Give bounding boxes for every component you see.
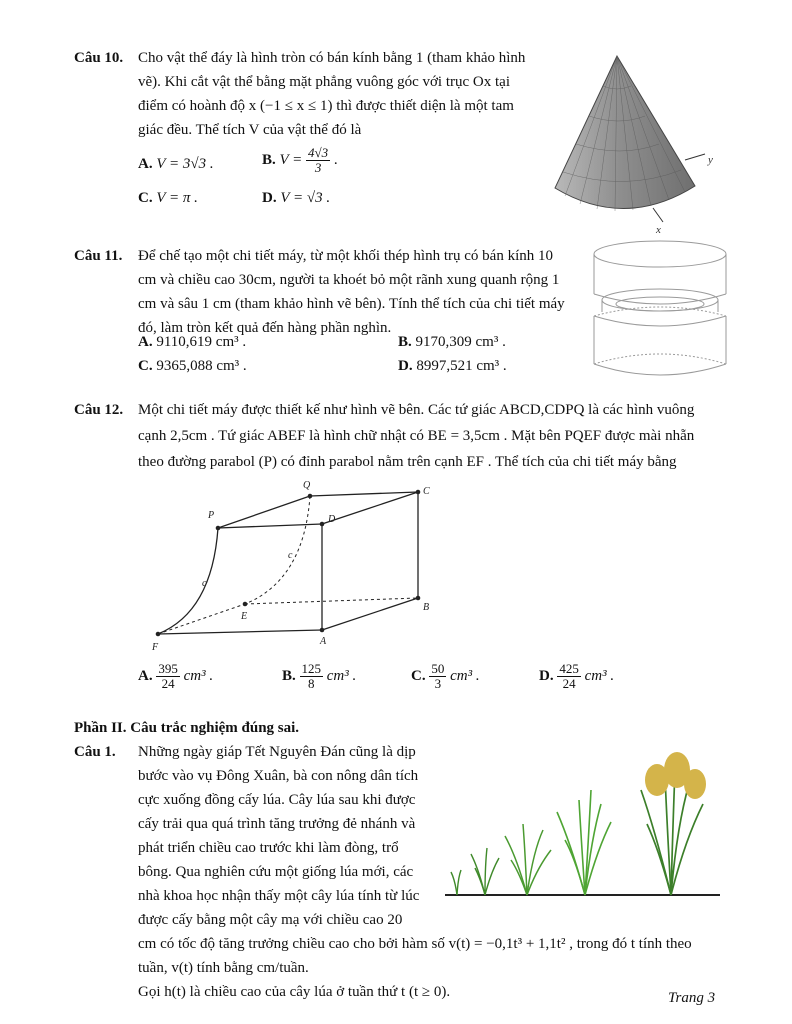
- x-axis-line: [653, 208, 663, 222]
- q12-answer-c[interactable]: [411, 662, 480, 691]
- part2-line-3: cực xuống đồng cấy lúa. Cây lúa sau khi được: [138, 792, 416, 808]
- label-parabola-back: c: [288, 550, 293, 561]
- label-C: C: [423, 486, 430, 497]
- q12-answer-b[interactable]: [282, 662, 356, 691]
- answer-text: 9110,619 cm³ .: [156, 334, 247, 350]
- answer-key: D.: [398, 358, 413, 374]
- point-D: [320, 522, 325, 527]
- q11-line-3: cm và sâu 1 cm (tham khảo hình vẽ bên). Tính thể tích của chi tiết máy: [138, 296, 565, 312]
- answer-key: B.: [398, 334, 412, 350]
- part2-line-1: Những ngày giáp Tết Nguyên Đán cũng là dịp: [138, 744, 416, 760]
- fraction-numerator: 50: [431, 661, 445, 676]
- answer-key: A.: [138, 667, 153, 684]
- point-A: [320, 628, 325, 633]
- answer-unit: cm³ .: [450, 667, 480, 684]
- point-Q: [308, 494, 313, 499]
- q12-label: Câu 12.: [74, 402, 124, 418]
- q12-answer-d[interactable]: [539, 662, 614, 691]
- answer-text: V = π .: [156, 190, 198, 206]
- answer-fraction: [156, 662, 180, 691]
- answer-fraction: [306, 146, 330, 175]
- q10-line-2: vẽ). Khi cắt vật thể bằng mặt phẳng vuông góc với trục Ox tại: [138, 74, 510, 90]
- label-Q: Q: [303, 480, 311, 491]
- fraction-denominator: 3: [314, 160, 322, 175]
- q12-line-1: Một chi tiết máy được thiết kế như hình vẽ bên. Các tứ giác ABCD,CDPQ là các hình vuông: [138, 402, 695, 418]
- answer-text: 9170,309 cm³ .: [415, 334, 506, 350]
- label-B: B: [423, 602, 430, 613]
- q10-answer-d[interactable]: [262, 186, 330, 210]
- edge-FE-hidden: [158, 604, 248, 634]
- point-B: [416, 596, 421, 601]
- point-P: [216, 526, 221, 531]
- part2-line-10: tuần, v(t) tính bằng cm/tuần.: [138, 960, 309, 976]
- cylinder-bottom-hidden-arc: [594, 354, 726, 364]
- part2-line-7: nhà khoa học nhận thấy một cây lúa tính từ lúc: [138, 888, 420, 904]
- label-P: P: [208, 510, 215, 521]
- label-parabola-front: c: [202, 578, 207, 589]
- q11-line-4: đó, làm tròn kết quả đến hàng phần nghìn.: [138, 320, 392, 336]
- rice-plant-2: [471, 848, 499, 895]
- part2-line-8: được cấy bằng một cây mạ với chiều cao 20: [138, 912, 403, 928]
- part2-line-2: bước vào vụ Đông Xuân, bà con nông dân tích: [138, 768, 419, 784]
- fraction-denominator: 8: [308, 676, 315, 691]
- cylinder-upper-bottom-arc: [594, 294, 726, 304]
- cylinder-top-ellipse: [594, 241, 726, 267]
- q10-label: Câu 10.: [74, 50, 124, 66]
- point-F: [156, 632, 161, 637]
- answer-suffix: .: [333, 151, 338, 168]
- rice-plant-3: [505, 824, 551, 895]
- cylinder-bottom-arc: [594, 364, 726, 375]
- edge-PD: [218, 524, 322, 528]
- answer-text: V = √3 .: [280, 190, 331, 206]
- part2-line-9: cm có tốc độ tăng trưởng chiều cao cho bởi hàm số v(t) = −0,1t³ + 1,1t² , trong đó t tính theo: [138, 936, 692, 952]
- q11-line-1: Để chế tạo một chi tiết máy, từ một khối thép hình trụ có bán kính 10: [138, 248, 553, 264]
- fraction-numerator: 425: [559, 661, 579, 676]
- answer-unit: cm³ .: [183, 667, 214, 684]
- fraction-numerator: 395: [158, 661, 178, 676]
- q12-answer-a[interactable]: [138, 662, 213, 691]
- answer-key: C.: [138, 358, 153, 374]
- answer-key: A.: [138, 156, 153, 172]
- x-axis-label: x: [656, 224, 661, 235]
- q10-line-3: điểm có hoành độ x (−1 ≤ x ≤ 1) thì được thiết diện là một tam: [138, 98, 514, 114]
- answer-key: A.: [138, 334, 153, 350]
- fraction-numerator: 125: [301, 661, 322, 676]
- y-axis-label: y: [708, 154, 713, 166]
- fraction-denominator: 3: [434, 676, 442, 691]
- answer-fraction: [300, 662, 324, 691]
- fraction-denominator: 24: [562, 676, 576, 691]
- parabola-PF: [158, 528, 218, 634]
- rice-grain-heads: [645, 752, 706, 799]
- rice-plant-1: [451, 870, 461, 895]
- parabola-QE-hidden: [245, 496, 310, 604]
- fraction-numerator: 4√3: [308, 145, 329, 160]
- answer-key: C.: [138, 190, 153, 206]
- fraction-denominator: 24: [161, 676, 175, 691]
- q12-line-3: theo đường parabol (P) có đỉnh parabol nằm trên cạnh EF . Thể tích của chi tiết máy bằng: [138, 454, 677, 470]
- q11-answer-a[interactable]: [138, 330, 246, 354]
- edge-FA: [158, 630, 322, 634]
- part2-heading: Phần II. Câu trắc nghiệm đúng sai.: [74, 720, 300, 736]
- edge-AB: [322, 598, 418, 630]
- label-F: F: [152, 642, 159, 653]
- q11-label: Câu 11.: [74, 248, 123, 264]
- cylinder-lower-top-arc: [594, 316, 726, 326]
- answer-key: C.: [411, 667, 426, 684]
- q10-answer-c[interactable]: [138, 186, 198, 210]
- part2-line-5: phát triển chiều cao trước khi làm đòng, trổ: [138, 840, 399, 856]
- answer-unit: cm³ .: [326, 667, 357, 684]
- part2-line-11: Gọi h(t) là chiều cao của cây lúa ở tuần thứ t (t ≥ 0).: [138, 984, 451, 1000]
- q11-answer-b[interactable]: [398, 330, 506, 354]
- machine-part-figure: [140, 474, 450, 654]
- q11-answer-c[interactable]: [138, 354, 247, 378]
- answer-text: 8997,521 cm³ .: [416, 358, 507, 374]
- page-number: Trang 3: [668, 990, 716, 1006]
- point-C: [416, 490, 421, 495]
- answer-text: V = 3√3 .: [156, 156, 214, 172]
- answer-fraction: [429, 662, 446, 691]
- rice-growth-figure: [445, 740, 720, 900]
- part2-line-6: bông. Qua nghiên cứu một giống lúa mới, các: [138, 864, 414, 880]
- part2-line-4: cấy trải qua quá trình tăng trưởng đẻ nhánh và: [138, 816, 416, 832]
- q12-line-2: cạnh 2,5cm . Tứ giác ABEF là hình chữ nhật có BE = 3,5cm . Mặt bên PQEF được mài nhẵn: [138, 428, 695, 444]
- point-E: [243, 602, 248, 607]
- rice-plant-4: [557, 790, 611, 895]
- label-A: A: [320, 636, 327, 647]
- answer-key: D.: [539, 667, 554, 684]
- answer-prefix: V =: [279, 151, 303, 168]
- answer-text: 9365,088 cm³ .: [156, 358, 247, 374]
- edge-EB-hidden: [245, 598, 418, 604]
- answer-unit: cm³ .: [584, 667, 615, 684]
- q10-answer-b[interactable]: [262, 146, 338, 175]
- q10-line-4: giác đều. Thể tích V của vật thể đó là: [138, 122, 362, 138]
- cylinder-figure: [588, 236, 736, 384]
- edge-QC: [310, 492, 418, 496]
- q11-line-2: cm và chiều cao 30cm, người ta khoét bỏ một rãnh xung quanh rộng 1: [138, 272, 560, 288]
- edge-PQ: [218, 496, 310, 528]
- edge-DC: [322, 492, 418, 524]
- q10-answer-a[interactable]: [138, 152, 214, 176]
- label-E: E: [241, 611, 248, 622]
- label-D: D: [328, 514, 336, 525]
- answer-key: B.: [282, 667, 296, 684]
- y-axis-line: [685, 154, 705, 160]
- answer-fraction: [557, 662, 581, 691]
- part2-q1-label: Câu 1.: [74, 744, 116, 760]
- q10-line-1: Cho vật thể đáy là hình tròn có bán kính bằng 1 (tham khảo hình: [138, 50, 526, 66]
- cone-figure: [545, 50, 725, 235]
- answer-key: D.: [262, 190, 277, 206]
- q11-answer-d[interactable]: [398, 354, 507, 378]
- answer-key: B.: [262, 151, 276, 168]
